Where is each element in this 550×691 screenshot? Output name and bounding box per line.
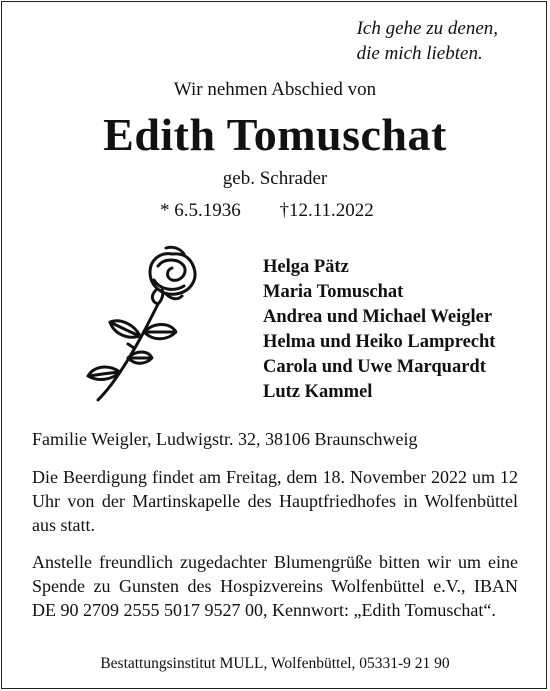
deceased-name: Edith Tomuschat (103, 109, 447, 160)
mourner-name: Helga Pätz (263, 257, 349, 277)
funeral-info: Die Beerdigung findet am Freitag, dem 18. November 2022 um 12 Uhr von der Martinskapelle des Hauptfriedhofes in Wolfenbüttel aus statt. (32, 467, 518, 535)
motto-line-2: die mich liebten. (356, 43, 483, 64)
intro-text: Wir nehmen Abschied von (173, 79, 377, 100)
family-address: Familie Weigler, Ludwigstr. 32, 38106 Braunschweig (32, 429, 418, 449)
mourner-name: Lutz Kammel (263, 382, 373, 402)
death-date: †12.11.2022 (279, 200, 374, 221)
birth-date: * 6.5.1936 (160, 200, 241, 221)
mourner-name: Helma und Heiko Lamprecht (263, 332, 496, 352)
motto-line-1: Ich gehe zu denen, (356, 18, 498, 39)
funeral-home: Bestattungsinstitut MULL, Wolfenbüttel, 05331-9 21 90 (100, 655, 450, 672)
life-dates (160, 200, 374, 222)
motto (357, 16, 498, 66)
maiden-name: geb. Schrader (222, 168, 328, 189)
mourner-name: Maria Tomuschat (263, 282, 404, 302)
mourner-name: Carola und Uwe Marquardt (263, 357, 486, 377)
mourner-name: Andrea und Michael Weigler (263, 307, 493, 327)
rose-icon (80, 244, 220, 404)
donation-info: Anstelle freundlich zugedachter Blumengrüße bitten wir um eine Spende zu Gunsten des Hospizvereins Wolfenbüttel e.V., IBAN DE 90 2709 2555 5017 9527 00, Kennwort: „Edith Tomuschat“. (32, 552, 518, 620)
mourners-list (263, 255, 495, 405)
